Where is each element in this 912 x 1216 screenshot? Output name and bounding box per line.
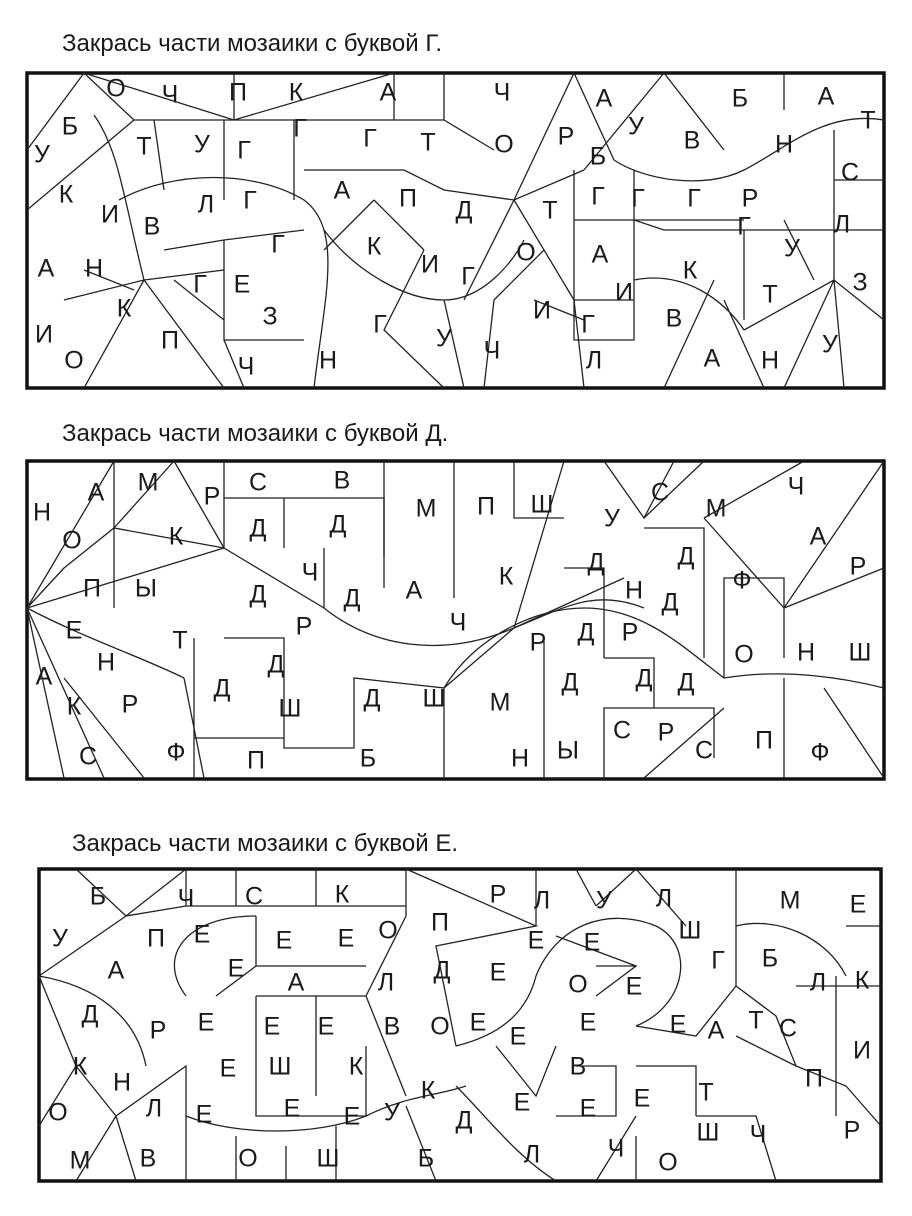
mosaic-puzzle-3 bbox=[36, 866, 884, 1184]
mosaic-3-letter: Р bbox=[843, 1116, 861, 1145]
mosaic-1-letter: Б bbox=[589, 142, 607, 171]
mosaic-1-letter: Ч bbox=[237, 352, 255, 381]
mosaic-1-letter: Т bbox=[420, 128, 436, 157]
mosaic-2-letter: Р bbox=[657, 718, 675, 747]
mosaic-1-letter: О bbox=[494, 130, 514, 159]
mosaic-3-letter: У bbox=[52, 924, 68, 953]
mosaic-2-letter: Н bbox=[510, 744, 530, 773]
mosaic-2-letter: Ф bbox=[732, 566, 752, 595]
mosaic-2-letter: Б bbox=[359, 744, 377, 773]
mosaic-3-letter: Б bbox=[89, 882, 107, 911]
mosaic-2-letter: К bbox=[66, 692, 82, 721]
mosaic-1-letter: Г bbox=[363, 124, 377, 153]
mosaic-1-letter: Г bbox=[581, 310, 595, 339]
mosaic-2-letter: Т bbox=[172, 626, 188, 655]
mosaic-3-letter: Д bbox=[433, 956, 451, 985]
mosaic-1-letter: В bbox=[143, 212, 161, 241]
mosaic-3-letter: Е bbox=[263, 1012, 281, 1041]
mosaic-3-letter: Е bbox=[195, 1100, 213, 1129]
mosaic-2-letter: А bbox=[809, 522, 827, 551]
mosaic-3-letter: Е bbox=[283, 1094, 301, 1123]
mosaic-3-letter: О bbox=[238, 1144, 258, 1173]
mosaic-1-letter: Н bbox=[318, 346, 338, 375]
mosaic-1-letter: Н bbox=[84, 254, 104, 283]
mosaic-2-letter: Д bbox=[577, 618, 595, 647]
mosaic-1-letter: Г bbox=[461, 262, 475, 291]
mosaic-2-letter: П bbox=[755, 726, 773, 755]
mosaic-1-letter: С bbox=[840, 158, 860, 187]
mosaic-3-letter: П bbox=[431, 908, 449, 937]
mosaic-2-letter: Д bbox=[661, 588, 679, 617]
mosaic-2-letter: Н bbox=[32, 498, 52, 527]
mosaic-3-letter: Е bbox=[227, 954, 245, 983]
mosaic-2-letter: С bbox=[78, 742, 98, 771]
mosaic-3-letter: Е bbox=[469, 1008, 487, 1037]
mosaic-2-letter: С bbox=[612, 716, 632, 745]
mosaic-2-letter: Р bbox=[849, 552, 867, 581]
mosaic-3-letter: И bbox=[853, 1036, 871, 1065]
mosaic-2-letter: А bbox=[405, 576, 423, 605]
mosaic-3-letter: С bbox=[778, 1014, 798, 1043]
mosaic-1-letter: В bbox=[665, 304, 683, 333]
mosaic-2-letter: М bbox=[705, 494, 727, 523]
mosaic-1-letter: А bbox=[817, 82, 835, 111]
mosaic-2-letter: Ф bbox=[810, 738, 830, 767]
mosaic-1-letter: Ч bbox=[493, 78, 511, 107]
mosaic-2-letter: Д bbox=[677, 668, 695, 697]
mosaic-1-letter: У bbox=[34, 140, 50, 169]
mosaic-3-letter: Д bbox=[455, 1106, 473, 1135]
mosaic-3-letter: Е bbox=[317, 1012, 335, 1041]
mosaic-2-letter: М bbox=[137, 468, 159, 497]
mosaic-3-letter: Т bbox=[698, 1078, 714, 1107]
mosaic-2-letter: С bbox=[650, 478, 670, 507]
mosaic-1-letter: К bbox=[366, 232, 382, 261]
mosaic-3-letter: Ш bbox=[316, 1144, 340, 1173]
mosaic-1-letter: Г bbox=[373, 310, 387, 339]
mosaic-3-letter: Ш bbox=[696, 1118, 720, 1147]
mosaic-1-letter: Г bbox=[271, 230, 285, 259]
mosaic-3-letter: Ш bbox=[268, 1052, 292, 1081]
mosaic-3-letter: Е bbox=[489, 958, 507, 987]
mosaic-2-letter: А bbox=[35, 662, 53, 691]
mosaic-3-letter: М bbox=[69, 1146, 91, 1175]
mosaic-1-letter: И bbox=[101, 200, 119, 229]
mosaic-2-letter: Р bbox=[295, 612, 313, 641]
mosaic-3-letter: А bbox=[287, 968, 305, 997]
mosaic-3-letter: П bbox=[805, 1064, 823, 1093]
mosaic-2-letter: П bbox=[83, 574, 101, 603]
mosaic-3-letter: Ч bbox=[177, 884, 195, 913]
mosaic-2-letter: Ш bbox=[278, 694, 302, 723]
mosaic-2-letter: О bbox=[62, 526, 82, 555]
mosaic-3-letter: А bbox=[707, 1016, 725, 1045]
mosaic-3-letter: К bbox=[334, 880, 350, 909]
mosaic-2-letter: Ф bbox=[166, 738, 186, 767]
mosaic-1-letter: И bbox=[615, 278, 633, 307]
mosaic-1-letter: Е bbox=[233, 270, 251, 299]
mosaic-2-letter: Д bbox=[635, 664, 653, 693]
mosaic-1-letter: Г bbox=[591, 182, 605, 211]
mosaic-2-letter: В bbox=[333, 466, 351, 495]
mosaic-3-letter: О bbox=[568, 970, 588, 999]
mosaic-3-letter: Е bbox=[849, 890, 867, 919]
mosaic-1-letter: П bbox=[229, 78, 247, 107]
mosaic-1-letter: Т bbox=[762, 280, 778, 309]
mosaic-2-letter: Д bbox=[267, 650, 285, 679]
mosaic-puzzle-2 bbox=[24, 458, 888, 782]
mosaic-3-letter: К bbox=[348, 1052, 364, 1081]
mosaic-2-letter: Н bbox=[796, 638, 816, 667]
mosaic-2-letter: Ы bbox=[134, 574, 158, 603]
mosaic-3-letter: Р bbox=[489, 880, 507, 909]
instruction-2: Закрась части мозаики с буквой Д. bbox=[62, 420, 449, 447]
mosaic-1-letter: А bbox=[703, 344, 721, 373]
mosaic-2-letter: П bbox=[477, 492, 495, 521]
mosaic-1-letter: И bbox=[533, 296, 551, 325]
mosaic-3-letter: Е bbox=[275, 926, 293, 955]
mosaic-2-letter: Д bbox=[249, 580, 267, 609]
mosaic-3-letter: В bbox=[139, 1144, 157, 1173]
mosaic-1-letter: Т bbox=[136, 132, 152, 161]
mosaic-2-letter: Ш bbox=[422, 684, 446, 713]
mosaic-3-letter: Е bbox=[633, 1084, 651, 1113]
mosaic-2-letter: Н bbox=[96, 648, 116, 677]
mosaic-3-letter: Ш bbox=[678, 916, 702, 945]
mosaic-1-letter: К bbox=[116, 294, 132, 323]
mosaic-2-letter: М bbox=[489, 688, 511, 717]
mosaic-1-letter: П bbox=[399, 184, 417, 213]
mosaic-2-letter: Е bbox=[65, 616, 83, 645]
mosaic-2-letter: Д bbox=[213, 674, 231, 703]
mosaic-2-letter: Ш bbox=[848, 638, 872, 667]
mosaic-2-letter: Д bbox=[561, 668, 579, 697]
mosaic-3-letter: Г bbox=[711, 946, 725, 975]
mosaic-2-letter: Н bbox=[624, 576, 644, 605]
mosaic-2-letter: Д bbox=[363, 684, 381, 713]
mosaic-1-letter: Т bbox=[860, 106, 876, 135]
mosaic-3-letter: Е bbox=[625, 972, 643, 1001]
mosaic-1-letter: Г bbox=[237, 136, 251, 165]
mosaic-3-letter: Ч bbox=[749, 1120, 767, 1149]
mosaic-1-letter: О bbox=[516, 238, 536, 267]
mosaic-1-letter: О bbox=[106, 74, 126, 103]
mosaic-3-letter: В bbox=[569, 1052, 587, 1081]
mosaic-3-letter: У bbox=[384, 1098, 400, 1127]
mosaic-3-letter: Е bbox=[583, 928, 601, 957]
mosaic-3-letter: Е bbox=[579, 1008, 597, 1037]
mosaic-1-letter: А bbox=[595, 84, 613, 113]
mosaic-2-letter: Р bbox=[121, 690, 139, 719]
mosaic-2-letter: К bbox=[168, 522, 184, 551]
mosaic-2-letter: У bbox=[604, 504, 620, 533]
mosaic-3-letter: Л bbox=[377, 968, 395, 997]
mosaic-2-letter: Р bbox=[529, 628, 547, 657]
mosaic-3-letter: С bbox=[244, 882, 264, 911]
mosaic-1-letter: К bbox=[288, 78, 304, 107]
instruction-1: Закрась части мозаики с буквой Г. bbox=[62, 30, 443, 57]
mosaic-3-letter: К bbox=[854, 966, 870, 995]
mosaic-3-letter: Е bbox=[193, 920, 211, 949]
mosaic-3-letter: Л bbox=[533, 886, 551, 915]
mosaic-2-letter: К bbox=[498, 562, 514, 591]
mosaic-3-letter: Л bbox=[655, 884, 673, 913]
mosaic-1-letter: Т bbox=[542, 196, 558, 225]
mosaic-1-letter: Г bbox=[293, 114, 307, 143]
mosaic-3-letter: В bbox=[383, 1012, 401, 1041]
mosaic-1-letter: У bbox=[822, 330, 838, 359]
mosaic-3-letter: Т bbox=[748, 1006, 764, 1035]
mosaic-1-letter: Ч bbox=[483, 336, 501, 365]
mosaic-1-letter: Ч bbox=[161, 80, 179, 109]
mosaic-3-letter: Е bbox=[509, 1022, 527, 1051]
mosaic-1-letter: В bbox=[683, 126, 701, 155]
mosaic-1-letter: Г bbox=[737, 212, 751, 241]
mosaic-1-letter: У bbox=[194, 130, 210, 159]
mosaic-2-letter: Ш bbox=[530, 490, 554, 519]
mosaic-1-letter: Н bbox=[760, 346, 780, 375]
mosaic-1-letter: У bbox=[784, 234, 800, 263]
mosaic-2-letter: Ч bbox=[787, 472, 805, 501]
mosaic-2-letter: С bbox=[694, 736, 714, 765]
mosaic-1-letter: З bbox=[852, 268, 868, 297]
mosaic-1-letter: К bbox=[58, 180, 74, 209]
instruction-3: Закрась части мозаики с буквой Е. bbox=[72, 830, 459, 857]
mosaic-1-letter: Н bbox=[774, 130, 794, 159]
mosaic-1-letter: Г bbox=[631, 184, 645, 213]
mosaic-1-letter: А bbox=[379, 78, 397, 107]
mosaic-3-letter: Д bbox=[81, 1000, 99, 1029]
mosaic-3-letter: О bbox=[430, 1012, 450, 1041]
mosaic-1-letter: Л bbox=[833, 210, 851, 239]
mosaic-3-letter: Е bbox=[337, 924, 355, 953]
mosaic-2-letter: Р bbox=[203, 482, 221, 511]
mosaic-2-letter: Д bbox=[329, 510, 347, 539]
mosaic-2-letter: Ч bbox=[301, 558, 319, 587]
mosaic-1-letter: П bbox=[161, 326, 179, 355]
mosaic-1-letter: О bbox=[64, 346, 84, 375]
mosaic-2-letter: О bbox=[734, 640, 754, 669]
mosaic-2-letter: А bbox=[87, 478, 105, 507]
mosaic-1-letter: К bbox=[682, 256, 698, 285]
mosaic-1-letter: А bbox=[37, 254, 55, 283]
mosaic-2-drawing bbox=[24, 458, 888, 782]
mosaic-1-letter: У bbox=[628, 112, 644, 141]
mosaic-1-letter: А bbox=[591, 240, 609, 269]
mosaic-2-letter: Д bbox=[677, 542, 695, 571]
mosaic-1-letter: Л bbox=[197, 190, 215, 219]
mosaic-3-letter: Л bbox=[145, 1094, 163, 1123]
mosaic-2-letter: Ы bbox=[556, 736, 580, 765]
mosaic-3-letter: Ч bbox=[607, 1134, 625, 1163]
mosaic-1-letter: Д bbox=[455, 196, 473, 225]
mosaic-3-letter: П bbox=[147, 924, 165, 953]
mosaic-3-letter: Л bbox=[809, 968, 827, 997]
mosaic-1-letter: И bbox=[35, 320, 53, 349]
mosaic-2-letter: С bbox=[248, 468, 268, 497]
mosaic-3-letter: К bbox=[72, 1052, 88, 1081]
mosaic-2-letter: Д bbox=[343, 584, 361, 613]
mosaic-1-letter: Р bbox=[557, 122, 575, 151]
mosaic-2-letter: Ч bbox=[449, 608, 467, 637]
mosaic-1-letter: У bbox=[436, 324, 452, 353]
mosaic-3-drawing bbox=[36, 866, 884, 1184]
mosaic-1-letter: Р bbox=[741, 184, 759, 213]
mosaic-3-letter: А bbox=[107, 956, 125, 985]
mosaic-2-letter: М bbox=[415, 494, 437, 523]
mosaic-1-letter: Б bbox=[61, 112, 79, 141]
mosaic-3-letter: Е bbox=[219, 1054, 237, 1083]
mosaic-3-letter: О bbox=[48, 1098, 68, 1127]
mosaic-2-letter: Д bbox=[587, 548, 605, 577]
mosaic-2-letter: Д bbox=[249, 514, 267, 543]
mosaic-3-letter: Н bbox=[112, 1068, 132, 1097]
mosaic-3-letter: М bbox=[779, 886, 801, 915]
mosaic-3-letter: Р bbox=[149, 1016, 167, 1045]
mosaic-3-letter: Е bbox=[513, 1088, 531, 1117]
mosaic-1-letter: И bbox=[421, 250, 439, 279]
mosaic-3-letter: Е bbox=[669, 1010, 687, 1039]
mosaic-3-letter: О bbox=[658, 1148, 678, 1177]
mosaic-1-letter: Г bbox=[687, 184, 701, 213]
mosaic-3-letter: Б bbox=[761, 944, 779, 973]
mosaic-1-letter: Г bbox=[193, 270, 207, 299]
mosaic-1-letter: З bbox=[262, 302, 278, 331]
mosaic-3-letter: Л bbox=[523, 1140, 541, 1169]
mosaic-1-letter: А bbox=[333, 176, 351, 205]
mosaic-2-letter: Р bbox=[621, 618, 639, 647]
mosaic-3-letter: Е bbox=[343, 1102, 361, 1131]
mosaic-3-letter: О bbox=[378, 916, 398, 945]
mosaic-1-drawing bbox=[24, 70, 888, 392]
mosaic-3-letter: У bbox=[596, 886, 612, 915]
mosaic-1-letter: Г bbox=[243, 186, 257, 215]
mosaic-puzzle-1 bbox=[24, 70, 888, 392]
mosaic-3-letter: Б bbox=[417, 1144, 435, 1173]
mosaic-2-letter: П bbox=[247, 746, 265, 775]
mosaic-1-letter: Л bbox=[585, 346, 603, 375]
mosaic-1-letter: Б bbox=[731, 84, 749, 113]
mosaic-3-letter: Е bbox=[579, 1094, 597, 1123]
mosaic-3-letter: К bbox=[420, 1076, 436, 1105]
mosaic-3-letter: Е bbox=[527, 926, 545, 955]
mosaic-3-letter: Е bbox=[197, 1008, 215, 1037]
